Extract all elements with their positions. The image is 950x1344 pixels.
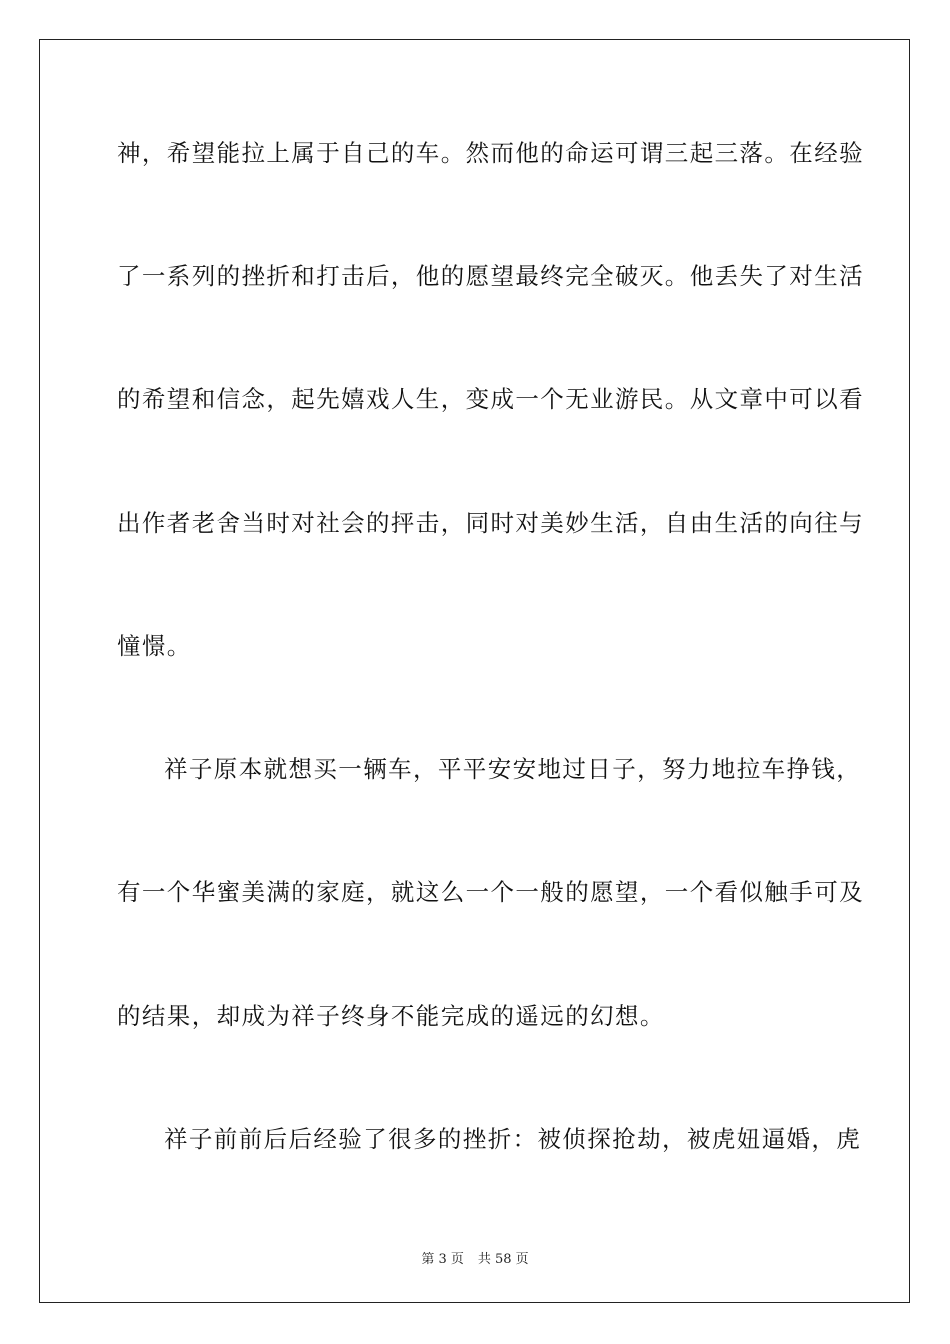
paragraph-start-line-9: 祥子前前后后经验了很多的挫折：被侦探抢劫，被虎妞逼婚，虎 bbox=[164, 1125, 862, 1153]
page-number: 第 3 页 bbox=[421, 1252, 464, 1267]
text-line-2: 了一系列的挫折和打击后，他的愿望最终完全破灭。他丢失了对生活 bbox=[117, 262, 864, 290]
paragraph-start-line-6: 祥子原本就想买一辆车，平平安安地过日子，努力地拉车挣钱， bbox=[164, 755, 862, 783]
total-pages: 共 58 页 bbox=[477, 1252, 529, 1267]
text-line-8: 的结果，却成为祥子终身不能完成的遥远的幻想。 bbox=[117, 1002, 665, 1030]
text-line-7: 有一个华蜜美满的家庭，就这么一个一般的愿望，一个看似触手可及 bbox=[117, 878, 864, 906]
text-line-5: 憧憬。 bbox=[117, 632, 192, 660]
text-line-3: 的希望和信念，起先嬉戏人生，变成一个无业游民。从文章中可以看 bbox=[117, 385, 864, 413]
page-footer bbox=[0, 1248, 950, 1267]
text-line-4: 出作者老舍当时对社会的抨击，同时对美妙生活，自由生活的向往与 bbox=[117, 509, 864, 537]
text-line-1: 神，希望能拉上属于自己的车。然而他的命运可谓三起三落。在经验 bbox=[117, 139, 864, 167]
page-frame bbox=[39, 39, 910, 1303]
